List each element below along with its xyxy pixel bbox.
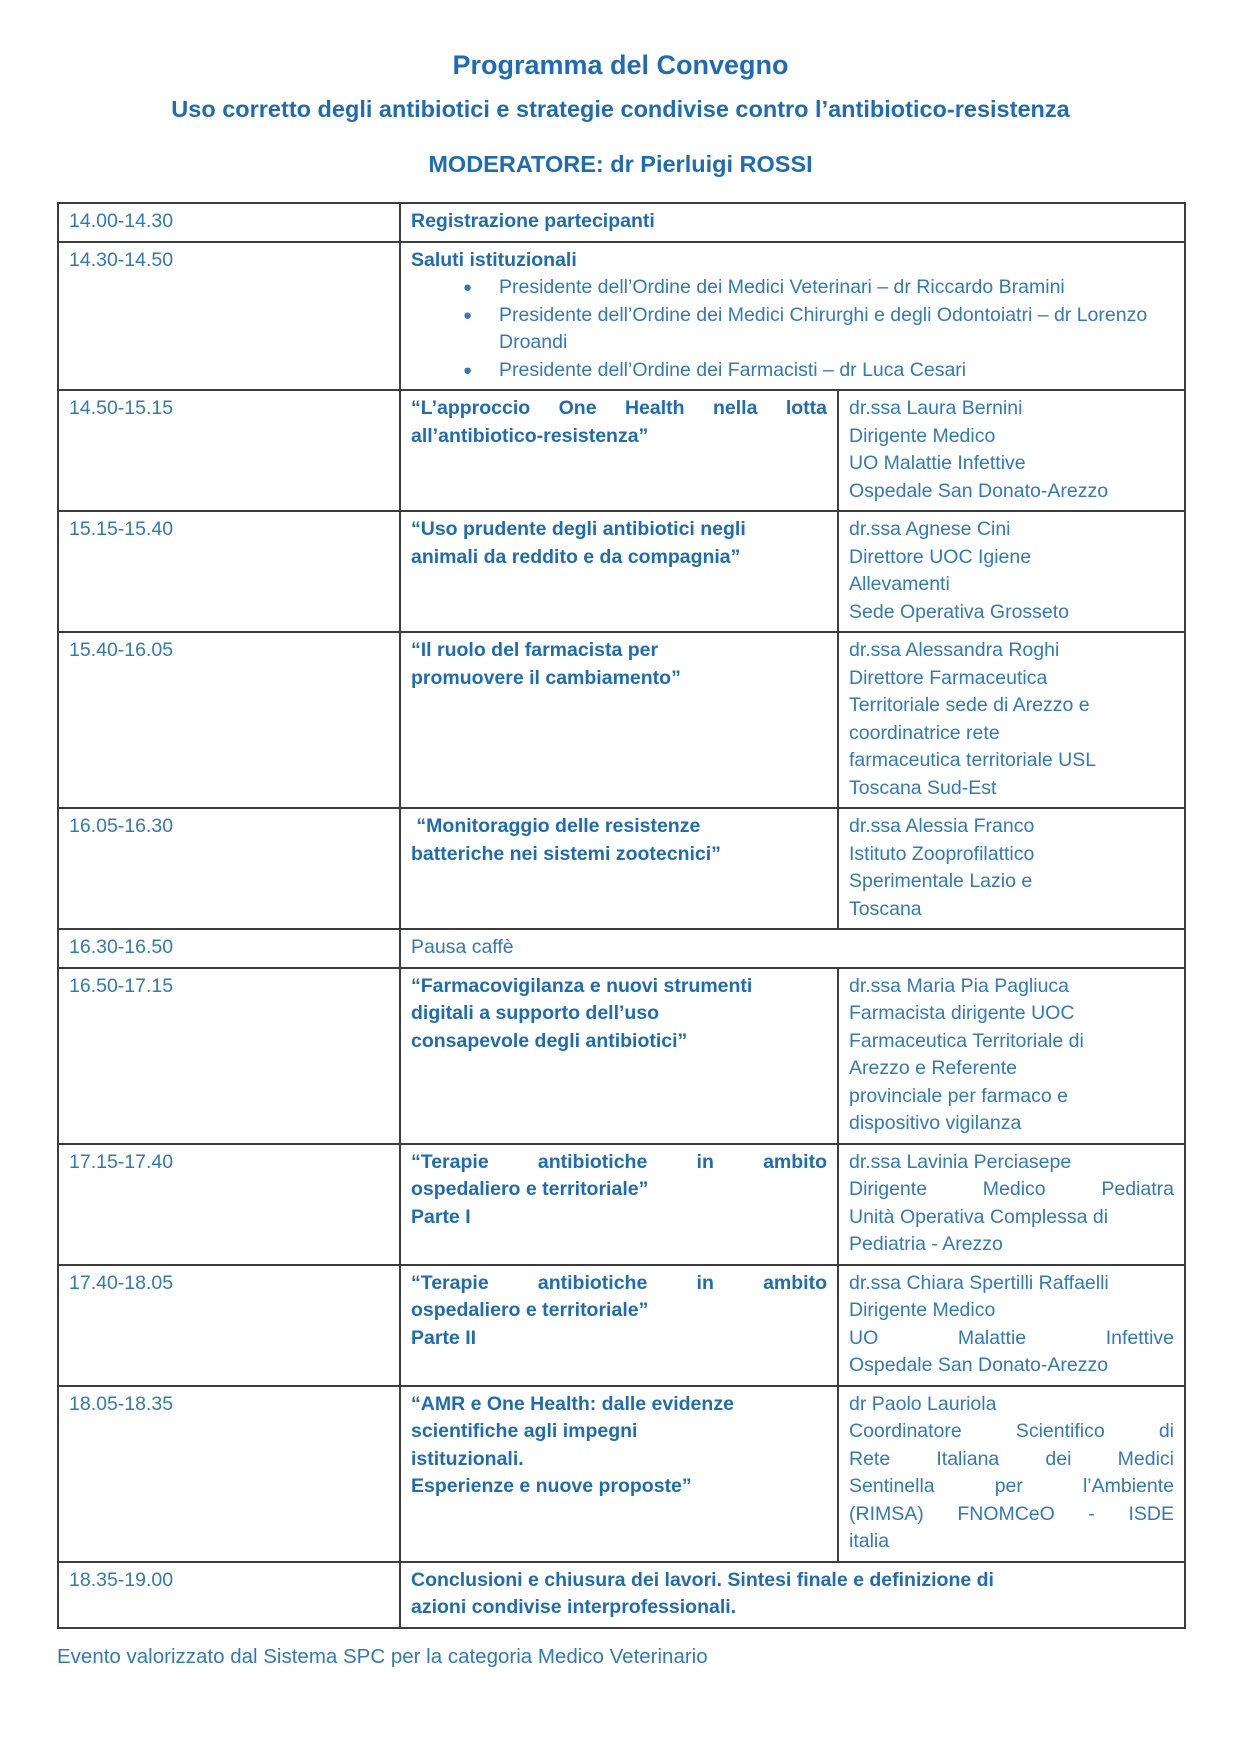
program-line: “Terapie antibiotiche in ambito	[411, 1150, 827, 1173]
speaker-line: dr.ssa Maria Pia Pagliuca	[849, 974, 1070, 997]
moderator-line: MODERATORE: dr Pierluigi ROSSI	[428, 151, 813, 177]
program-line: promuovere il cambiamento”	[411, 666, 681, 689]
time-cell: 18.35-19.00	[58, 1562, 400, 1628]
speaker-line: Territoriale sede di Arezzo e	[849, 694, 1090, 716]
speaker-line: dr.ssa Chiara Spertilli Raffaelli	[849, 1271, 1109, 1294]
program-line: “Terapie antibiotiche in ambito	[411, 1271, 827, 1294]
speaker-line: Istituto Zooprofilattico	[849, 842, 1035, 865]
program-cell	[400, 1562, 1185, 1628]
time-cell: 17.40-18.05	[58, 1265, 400, 1386]
program-line: “L’approccio One Health nella lotta	[411, 397, 827, 419]
speaker-line: Direttore Farmaceutica	[849, 666, 1048, 689]
speaker-line: Rete Italiana dei Medici	[849, 1447, 1174, 1470]
program-cell	[400, 1265, 838, 1386]
program-cell	[400, 511, 838, 632]
speaker-line: dr.ssa Agnese Cini	[849, 518, 1011, 540]
time-cell: 15.40-16.05	[58, 632, 400, 808]
speaker-line: Allevamenti	[849, 573, 950, 595]
bullet-icon: ●	[463, 306, 473, 324]
program-line: “Farmacovigilanza e nuovi strumenti	[411, 974, 753, 997]
time-cell: 14.50-15.15	[58, 390, 400, 511]
time-cell: 15.15-15.40	[58, 511, 400, 632]
table-row	[58, 390, 1185, 511]
time-cell: 14.30-14.50	[58, 242, 400, 391]
speaker-line: provinciale per farmaco e	[849, 1084, 1068, 1107]
program-line: istituzionali.	[411, 1447, 524, 1470]
speaker-line: (RIMSA) FNOMCeO - ISDE	[849, 1502, 1174, 1525]
time-cell: 16.30-16.50	[58, 929, 400, 968]
program-line-text: Presidente dell’Ordine dei Medici Veterinari – dr Riccardo Bramini	[499, 276, 1065, 298]
time-cell: 17.15-17.40	[58, 1144, 400, 1265]
speaker-line: Unità Operativa Complessa di	[849, 1205, 1109, 1228]
time-cell: 16.05-16.30	[58, 808, 400, 929]
program-cell	[400, 632, 838, 808]
program-line: Registrazione partecipanti	[411, 210, 655, 232]
bullet-item	[411, 302, 1174, 357]
speaker-line: Sentinella per l’Ambiente	[849, 1475, 1174, 1497]
speaker-line: Pediatria - Arezzo	[849, 1233, 1003, 1255]
table-row	[58, 1265, 1185, 1386]
program-cell	[400, 1144, 838, 1265]
speaker-line: Sede Operativa Grosseto	[849, 600, 1070, 623]
speaker-cell	[838, 1386, 1185, 1562]
bullet-icon: ●	[463, 361, 473, 379]
table-row	[58, 929, 1185, 968]
program-line: digitali a supporto dell’uso	[411, 1002, 660, 1024]
table-row	[58, 1144, 1185, 1265]
speaker-line: Farmacista dirigente UOC	[849, 1002, 1075, 1024]
speaker-line: dr.ssa Laura Bernini	[849, 397, 1023, 419]
speaker-line: italia	[849, 1530, 890, 1552]
program-line: scientifiche agli impegni	[411, 1420, 638, 1442]
time-cell: 14.00-14.30	[58, 203, 400, 242]
speaker-cell	[838, 1265, 1185, 1386]
bullet-icon: ●	[463, 279, 473, 296]
program-cell	[400, 242, 1185, 391]
speaker-line: Farmaceutica Territoriale di	[849, 1029, 1084, 1052]
program-line-text: Presidente dell’Ordine dei Medici Chirurghi e degli Odontoiatri – dr Lorenzo Droandi	[499, 303, 1148, 353]
table-row	[58, 242, 1185, 391]
speaker-cell	[838, 632, 1185, 808]
speaker-line: Sperimentale Lazio e	[849, 870, 1033, 892]
speaker-line: Ospedale San Donato-Arezzo	[849, 479, 1109, 502]
speaker-cell	[838, 808, 1185, 929]
speaker-line: dr.ssa Alessia Franco	[849, 815, 1035, 837]
speaker-cell	[838, 390, 1185, 511]
speaker-line: Ospedale San Donato-Arezzo	[849, 1354, 1109, 1376]
speaker-line: farmaceutica territoriale USL	[849, 749, 1097, 771]
speaker-line: Coordinatore Scientifico di	[849, 1420, 1174, 1442]
bullet-item	[411, 274, 1174, 302]
speaker-cell	[838, 1144, 1185, 1265]
speaker-line: dispositivo vigilanza	[849, 1112, 1022, 1134]
speaker-line: dr Paolo Lauriola	[849, 1392, 997, 1415]
table-row	[58, 1562, 1185, 1628]
table-row	[58, 808, 1185, 929]
program-line: azioni condivise interprofessionali.	[411, 1596, 737, 1618]
program-line: ospedaliero e territoriale”	[411, 1178, 649, 1200]
table-row	[58, 1386, 1185, 1562]
speaker-line: Toscana	[849, 897, 922, 920]
speaker-line: UO Malattie Infettive	[849, 1326, 1174, 1349]
page-title: Programma del Convegno	[452, 50, 789, 80]
program-line: Parte I	[411, 1205, 471, 1228]
table-row	[58, 968, 1185, 1144]
speaker-line: dr.ssa Lavinia Perciasepe	[849, 1150, 1072, 1173]
table-row	[58, 203, 1185, 242]
program-line: Saluti istituzionali	[411, 248, 577, 271]
time-cell: 16.50-17.15	[58, 968, 400, 1144]
speaker-line: coordinatrice rete	[849, 721, 1000, 744]
speaker-line: Arezzo e Referente	[849, 1057, 1018, 1079]
program-table	[57, 202, 1186, 1629]
program-cell	[400, 968, 838, 1144]
table-row	[58, 511, 1185, 632]
program-line: all’antibiotico-resistenza”	[411, 424, 649, 447]
program-line: Pausa caffè	[411, 936, 514, 958]
speaker-line: UO Malattie Infettive	[849, 452, 1026, 474]
speaker-line: Direttore UOC Igiene	[849, 545, 1032, 568]
time-cell: 18.05-18.35	[58, 1386, 400, 1562]
speaker-line: Dirigente Medico	[849, 424, 996, 447]
program-line: “Uso prudente degli antibiotici negli	[411, 518, 746, 540]
footer-note: Evento valorizzato dal Sistema SPC per la categoria Medico Veterinario	[57, 1644, 708, 1668]
program-line: batteriche nei sistemi zootecnici”	[411, 842, 721, 865]
program-line: Parte II	[411, 1326, 477, 1349]
program-line: consapevole degli antibiotici”	[411, 1029, 688, 1052]
speaker-cell	[838, 511, 1185, 632]
program-line: Conclusioni e chiusura dei lavori. Sintesi finale e definizione di	[411, 1568, 994, 1591]
program-cell	[400, 808, 838, 929]
program-line: “Monitoraggio delle resistenze	[411, 815, 701, 837]
program-cell	[400, 390, 838, 511]
program-cell	[400, 1386, 838, 1562]
program-line: ospedaliero e territoriale”	[411, 1299, 649, 1321]
speaker-cell	[838, 968, 1185, 1144]
program-line: “Il ruolo del farmacista per	[411, 639, 659, 661]
program-line-text: Presidente dell’Ordine dei Farmacisti – dr Luca Cesari	[499, 358, 967, 381]
speaker-line: Dirigente Medico Pediatra	[849, 1178, 1174, 1200]
program-cell	[400, 203, 1185, 242]
speaker-line: Toscana Sud-Est	[849, 776, 997, 799]
speaker-line: dr.ssa Alessandra Roghi	[849, 639, 1060, 661]
program-cell	[400, 929, 1185, 968]
table-row	[58, 632, 1185, 808]
program-line: animali da reddito e da compagnia”	[411, 545, 741, 568]
page-subtitle: Uso corretto degli antibiotici e strategie condivise contro l’antibiotico-resistenza	[171, 96, 1070, 122]
speaker-line: Dirigente Medico	[849, 1299, 996, 1321]
program-line: “AMR e One Health: dalle evidenze	[411, 1392, 734, 1415]
bullet-item	[411, 357, 1174, 385]
program-line: Esperienze e nuove proposte”	[411, 1475, 692, 1497]
